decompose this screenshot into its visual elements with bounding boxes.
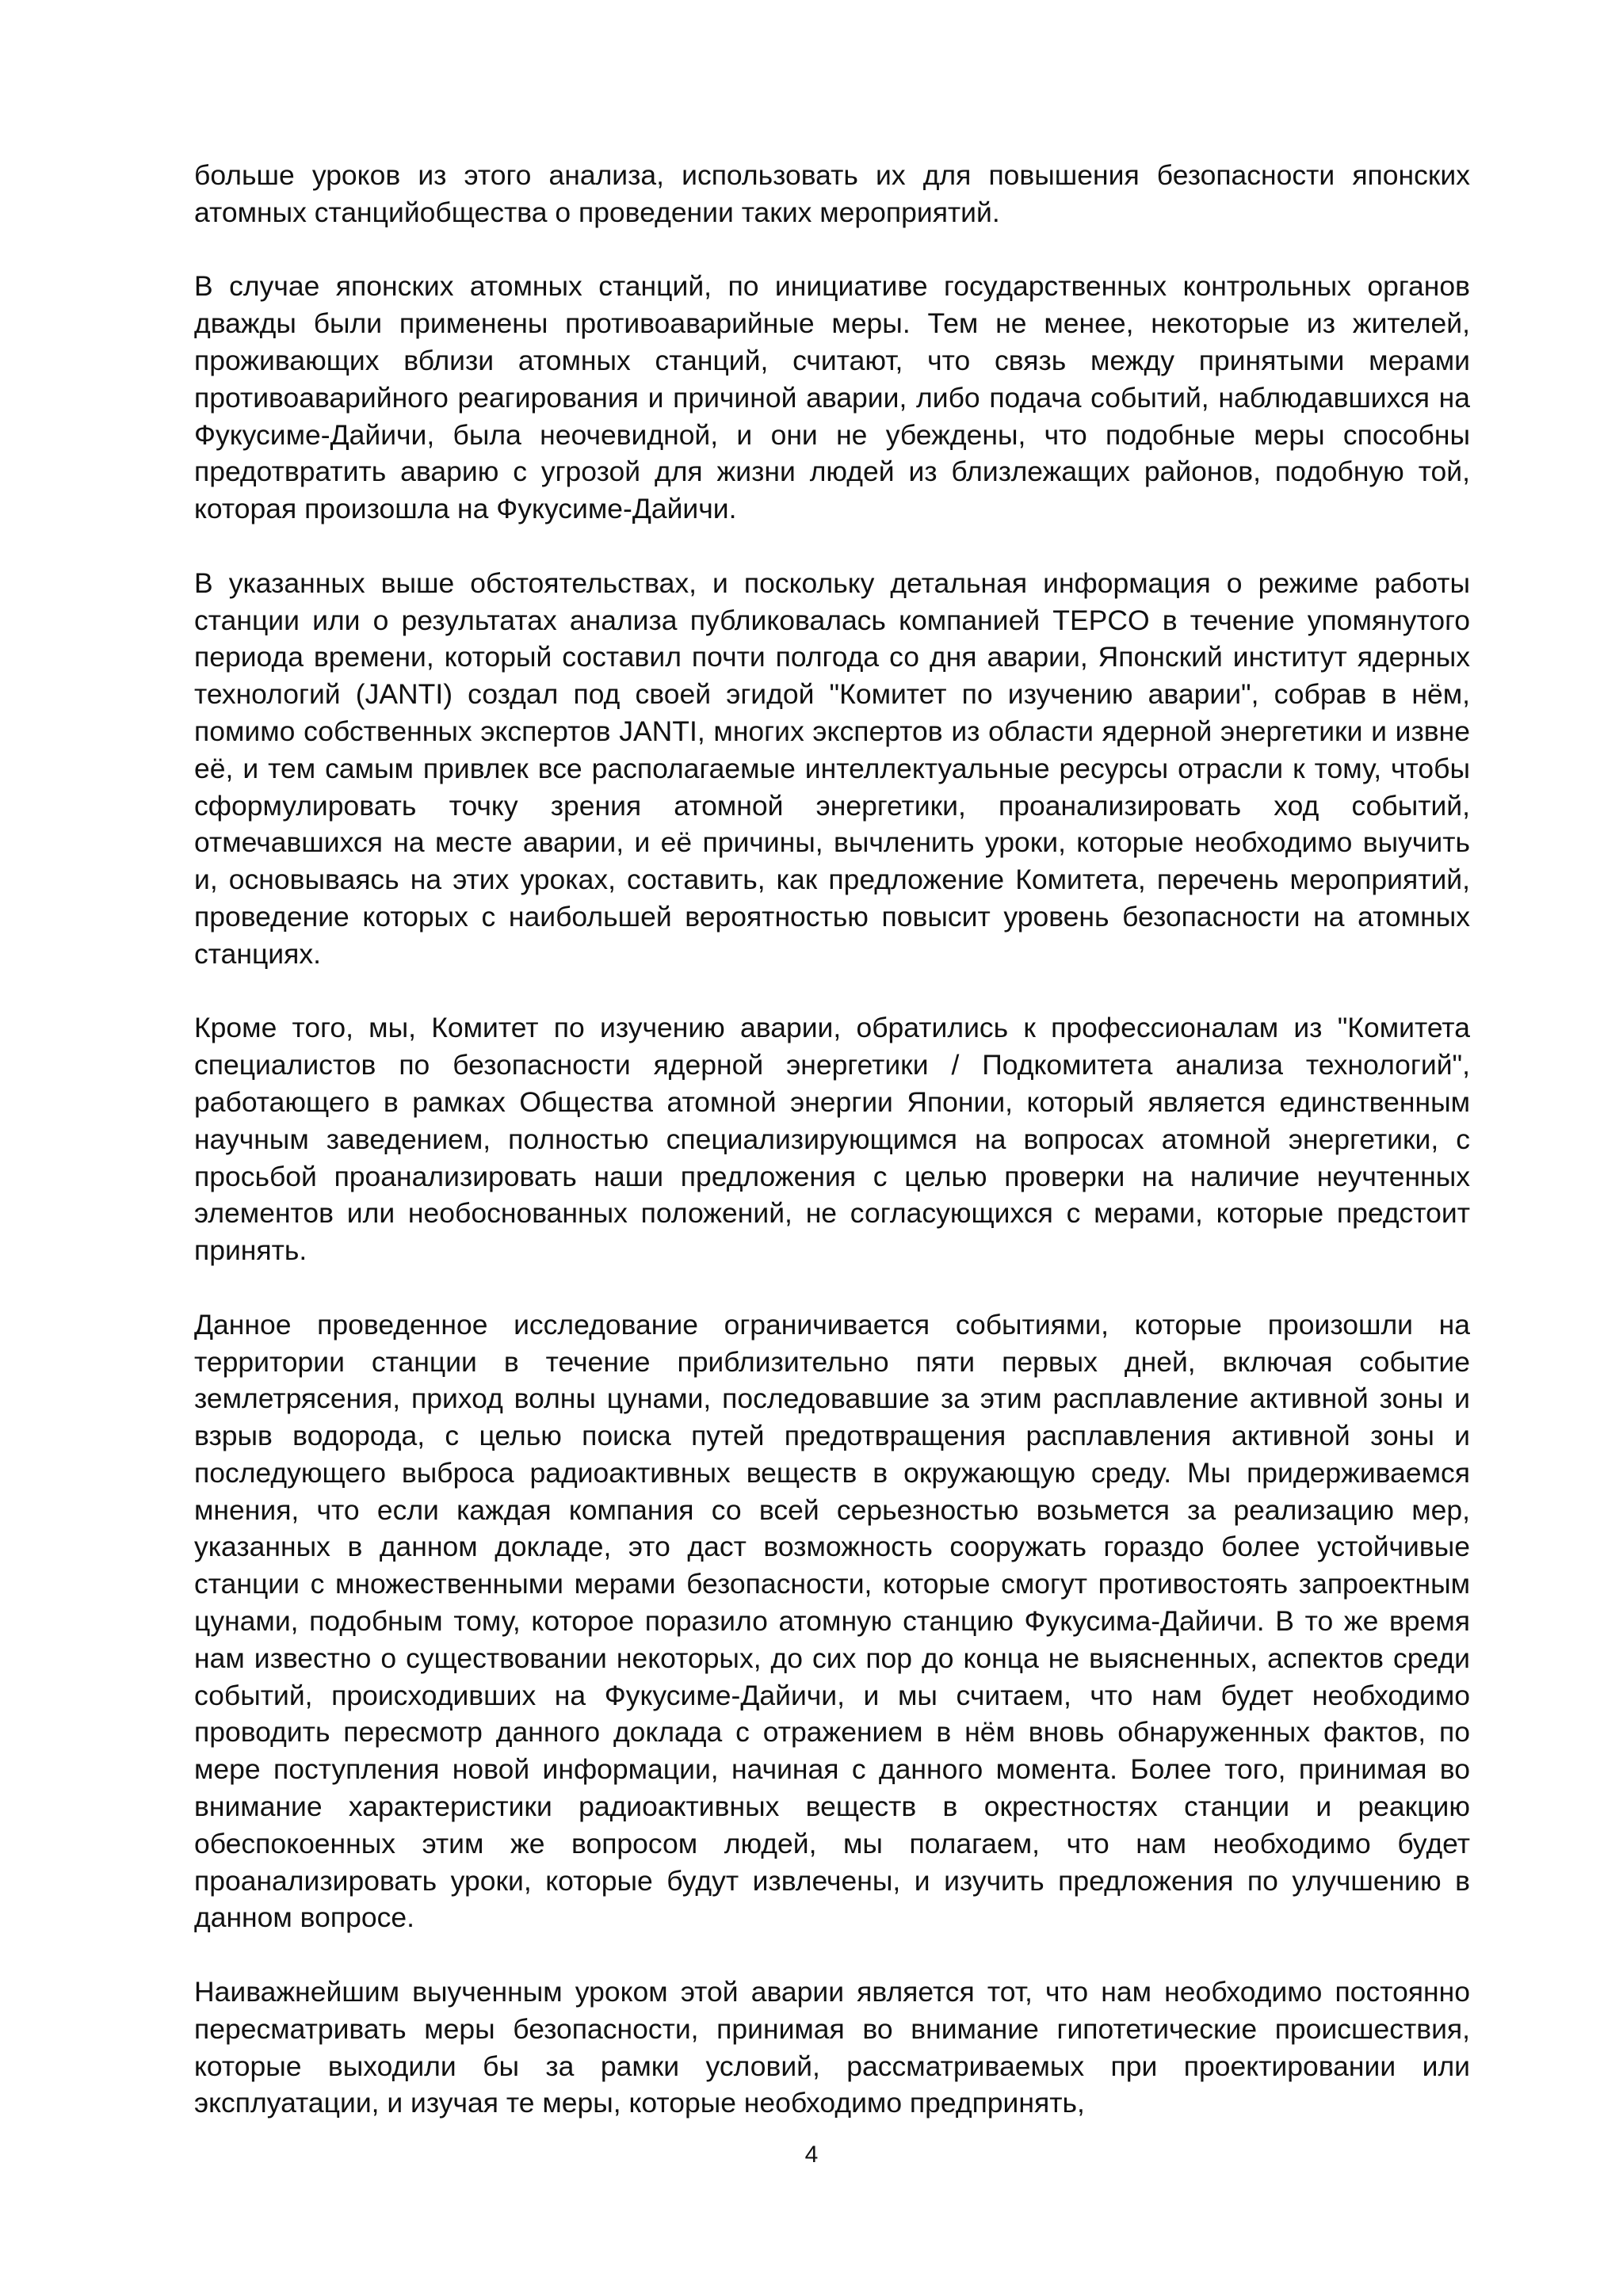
paragraph-3: В указанных выше обстоятельствах, и поскольку детальная информация о режиме работы станции или о результатах анализа публиковалась компанией TEPCO в течение упомянутого периода времени, который составил почти полгода со дня аварии, Японский институт ядерных технологий (JANTI) создал под своей эгидой "Комитет по изучению аварии", собрав в нём, помимо собственных экспертов JANTI, многих экспертов из области ядерной энергетики и извне её, и тем самым привлек все располагаемые интеллектуальные ресурсы отрасли к тому, чтобы сформулировать точку зрения атомной энергетики, проанализировать ход событий, отмечавшихся на месте аварии, и её причины, вычленить уроки, которые необходимо выучить и, основываясь на этих уроках, составить, как предложение Комитета, перечень мероприятий, проведение которых с наибольшей вероятностью повысит уровень безопасности на атомных станциях. [194, 566, 1470, 970]
paragraph-4: Кроме того, мы, Комитет по изучению аварии, обратились к профессионалам из "Комитета специалистов по безопасности ядерной энергетики / Подкомитета анализа технологий", работающего в рамках Общества атомной энергии Японии, который является единственным научным заведением, полностью специализирующимся на вопросах атомной энергетики, с просьбой проанализировать наши предложения с целью проверки на наличие неучтенных элементов или необоснованных положений, не согласующихся с мерами, которые предстоит принять. [194, 1012, 1470, 1267]
paragraph-1: больше уроков из этого анализа, использовать их для повышения безопасности японских атомных станцийобщества о проведении таких мероприятий. [194, 159, 1470, 228]
page-number: 4 [804, 2142, 819, 2168]
paragraph-2: В случае японских атомных станций, по инициативе государственных контрольных органов дважды были применены противоаварийные меры. Тем не менее, некоторые из жителей, проживающих вблизи атомных станций, считают, что связь между принятыми мерами противоаварийного реагирования и причиной аварии, либо подача событий, наблюдавшихся на Фукусиме-Дайичи, была неочевидной, и они не убеждены, что подобные меры способны предотвратить аварию с угрозой для жизни людей из близлежащих районов, подобную той, которая произошла на Фукусиме-Дайичи. [194, 270, 1470, 525]
paragraph-5: Данное проведенное исследование ограничивается событиями, которые произошли на территории станции в течение приблизительно пяти первых дней, включая событие землетрясения, приход волны цунами, последовавшие за этим расплавление активной зоны и взрыв водорода, с целью поиска путей предотвращения расплавления активной зоны и последующего выброса радиоактивных веществ в окружающую среду. Мы придерживаемся мнения, что если каждая компания со всей серьезностью возьмется за реализацию мер, указанных в данном докладе, это даст возможность сооружать гораздо более устойчивые станции с множественными мерами безопасности, которые смогут противостоять запроектным цунами, подобным тому, которое поразило атомную станцию Фукусима-Дайичи. В то же время нам известно о существовании некоторых, до сих пор до конца не выясненных, аспектов среди событий, происходивших на Фукусиме-Дайичи, и мы считаем, что нам будет необходимо проводить пересмотр данного доклада с отражением в нём вновь обнаруженных фактов, по мере поступления новой информации, начиная с данного момента. Более того, принимая во внимание характеристики радиоактивных веществ в окрестностях станции и реакцию обеспокоенных этим же вопросом людей, мы полагаем, что нам необходимо будет проанализировать уроки, которые будут извлечены, и изучить предложения по улучшению в данном вопросе. [194, 1308, 1470, 1934]
document-body [194, 157, 1470, 2159]
paragraph-6: Наиважнейшим выученным уроком этой аварии является тот, что нам необходимо постоянно пересматривать меры безопасности, принимая во внимание гипотетические происшествия, которые выходили бы за рамки условий, рассматриваемых при проектировании или эксплуатации, и изучая те меры, которые необходимо предпринять, [194, 1976, 1470, 2119]
